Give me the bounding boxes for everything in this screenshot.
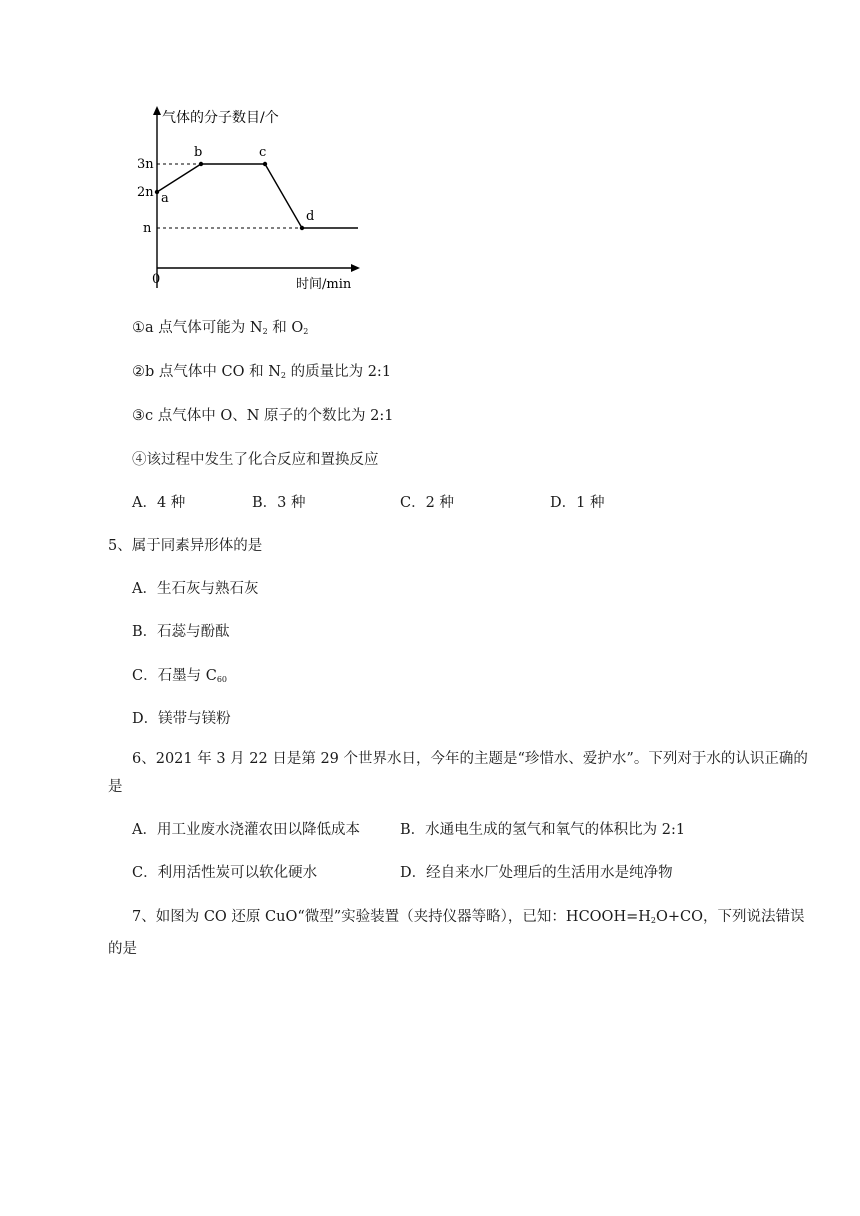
x-axis-label: 时间/min [296,277,352,292]
point-label-c: c [259,145,267,160]
point-d [300,226,304,230]
q5-option-d: D．镁带与镁粉 [132,711,231,727]
q6-option-a: A．用工业废水浇灌农田以降低成本 [132,822,360,838]
q5-stem: 5、属于同素异形体的是 [108,538,263,554]
origin-label: 0 [152,272,161,287]
q5-option-b: B．石蕊与酚酞 [132,624,230,640]
q4-option-c: C．2 种 [400,495,454,511]
tick-n: n [143,221,152,236]
q6-option-d: D．经自来水厂处理后的生活用水是纯净物 [400,865,673,881]
y-axis-arrow [153,106,161,115]
statement-4: ④该过程中发生了化合反应和置换反应 [132,452,379,468]
point-label-a: a [161,191,169,206]
data-line [157,164,358,228]
q6-option-c: C．利用活性炭可以软化硬水 [132,865,318,881]
q6-stem: 6、2021 年 3 月 22 日是第 29 个世界水日，今年的主题是“珍惜水、爱护水”。下列对于水的认识正确的是 [108,751,808,795]
statement-2: ②b 点气体中 CO 和 $N_2$ 的质量比为 2:1 [132,364,392,380]
statement-1: ①a 点气体可能为 $N_2$ 和 $O_2$ [132,320,309,336]
q4-option-b: B．3 种 [252,495,306,511]
q5-option-c: C．石墨与 $C_{60}$ [132,668,227,684]
point-c [263,162,267,166]
molecule-count-graph [130,100,370,300]
point-b [199,162,203,166]
y-axis-label: 气体的分子数目/个 [162,110,279,126]
point-label-b: b [194,145,203,160]
q4-option-a: A．4 种 [132,495,186,511]
point-a [155,190,159,194]
q7-stem: 7、如图为 CO 还原 CuO“微型”实验装置（夹持仪器等略），已知：$HCOOH=H_2O+CO$，下列说法错误的是 [108,909,805,957]
point-label-d: d [306,209,315,224]
q4-option-d: D．1 种 [550,495,605,511]
statement-3: ③c 点气体中 O、N 原子的个数比为 2:1 [132,408,394,424]
q5-option-a: A．生石灰与熟石灰 [132,581,259,597]
q6-option-b: B．水通电生成的氢气和氧气的体积比为 2:1 [400,822,686,838]
x-axis-arrow [351,264,360,272]
tick-2n: 2n [137,185,154,200]
tick-3n: 3n [137,157,154,172]
